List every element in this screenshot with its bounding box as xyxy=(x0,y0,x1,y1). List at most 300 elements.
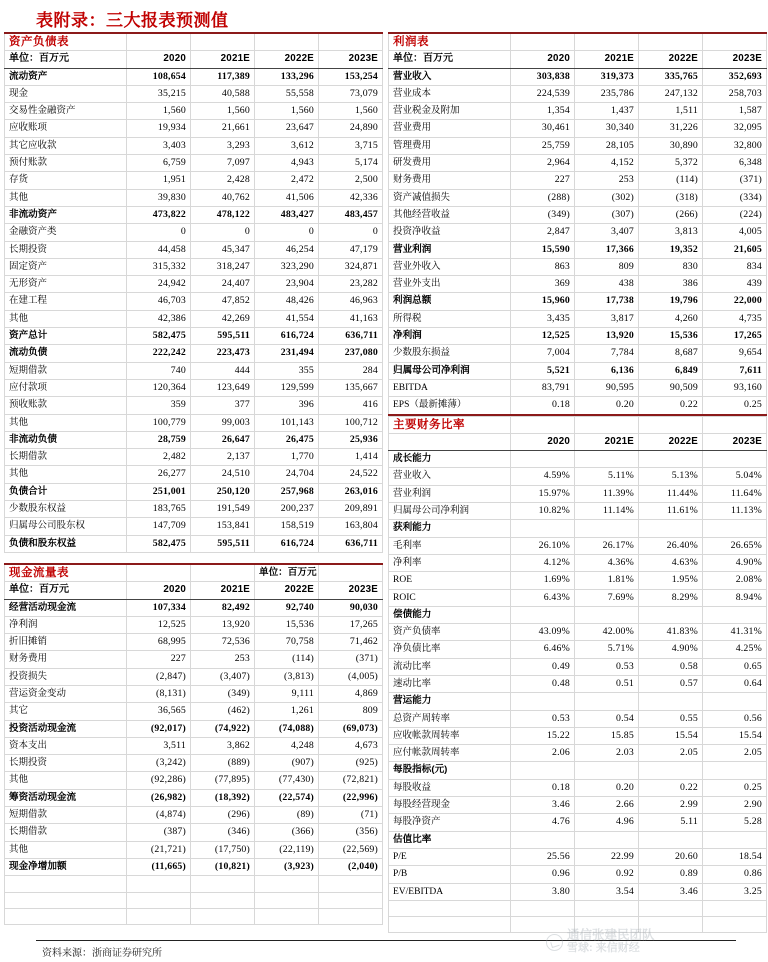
row-label: 无形资产 xyxy=(5,276,127,293)
empty-cell xyxy=(5,876,127,892)
row-value xyxy=(511,520,575,537)
row-value: (2,040) xyxy=(319,858,383,875)
row-value: 4,260 xyxy=(639,310,703,327)
row-value: 369 xyxy=(511,276,575,293)
row-value: 6,759 xyxy=(127,155,191,172)
empty-cell xyxy=(639,33,703,51)
row-value: 284 xyxy=(319,362,383,379)
row-value: 237,080 xyxy=(319,345,383,362)
row-value: 2,137 xyxy=(191,449,255,466)
row-value: 438 xyxy=(575,276,639,293)
row-value: 0.18 xyxy=(511,779,575,796)
row-value: 0.20 xyxy=(575,779,639,796)
row-label: 应付帐款周转率 xyxy=(389,745,511,762)
row-value: 26.40% xyxy=(639,537,703,554)
row-value: 830 xyxy=(639,258,703,275)
row-label: 营业利润 xyxy=(389,241,511,258)
row-value: 0.53 xyxy=(511,710,575,727)
row-label: 净利润 xyxy=(389,328,511,345)
row-value: 90,030 xyxy=(319,599,383,616)
row-value: 8.94% xyxy=(703,589,767,606)
empty-cell xyxy=(255,33,319,51)
table-row xyxy=(5,85,383,102)
row-value: 3.80 xyxy=(511,883,575,900)
table-row xyxy=(5,328,383,345)
row-label: 资产减值损失 xyxy=(389,189,511,206)
row-value: 4,673 xyxy=(319,737,383,754)
row-value: 0.55 xyxy=(639,710,703,727)
row-value: 82,492 xyxy=(191,599,255,616)
row-value: 5,372 xyxy=(639,155,703,172)
table-row xyxy=(5,501,383,518)
row-label: 营业费用 xyxy=(389,120,511,137)
row-label: 速动比率 xyxy=(389,675,511,692)
empty-cell xyxy=(703,917,767,933)
row-value: 444 xyxy=(191,362,255,379)
column-header-2023e: 2023E xyxy=(703,433,767,450)
row-value: 0.25 xyxy=(703,779,767,796)
row-label: 总资产周转率 xyxy=(389,710,511,727)
row-value: 23,282 xyxy=(319,276,383,293)
row-value: (4,874) xyxy=(127,807,191,824)
row-value: (366) xyxy=(255,824,319,841)
row-value: 26,475 xyxy=(255,431,319,448)
row-value: 47,852 xyxy=(191,293,255,310)
row-value: 41,163 xyxy=(319,310,383,327)
table-row xyxy=(389,745,767,762)
table-row xyxy=(5,668,383,685)
row-label: 流动资产 xyxy=(5,68,127,85)
table-row xyxy=(389,120,767,137)
table-row xyxy=(389,155,767,172)
row-value: 31,226 xyxy=(639,120,703,137)
empty-cell xyxy=(319,33,383,51)
balance-sheet-title-row xyxy=(5,33,383,51)
row-label: 净利润 xyxy=(5,616,127,633)
row-value: (69,073) xyxy=(319,720,383,737)
row-value: (89) xyxy=(255,807,319,824)
row-value: 8.29% xyxy=(639,589,703,606)
row-value xyxy=(639,762,703,779)
row-value: (302) xyxy=(575,189,639,206)
row-value: 0 xyxy=(191,224,255,241)
row-value: 324,871 xyxy=(319,258,383,275)
row-value: 32,800 xyxy=(703,137,767,154)
row-value: (114) xyxy=(255,651,319,668)
row-value: 0.18 xyxy=(511,397,575,415)
source-divider xyxy=(36,940,736,941)
empty-cell xyxy=(639,900,703,916)
row-label: P/B xyxy=(389,866,511,883)
table-row xyxy=(5,651,383,668)
row-value: 4.96 xyxy=(575,814,639,831)
row-label: 归属母公司净利润 xyxy=(389,503,511,520)
balance-sheet-body xyxy=(5,68,383,552)
row-value: 42,386 xyxy=(127,310,191,327)
table-row xyxy=(389,727,767,744)
row-value: 1,560 xyxy=(127,103,191,120)
table-row xyxy=(389,397,767,415)
row-value: 2,847 xyxy=(511,224,575,241)
row-value: 1,560 xyxy=(255,103,319,120)
watermark-line-2: 雪球: 来信财经 xyxy=(567,942,640,954)
table-row xyxy=(389,241,767,258)
row-value: 15,536 xyxy=(639,328,703,345)
row-value: 4.76 xyxy=(511,814,575,831)
row-value: 200,237 xyxy=(255,501,319,518)
row-value: 40,588 xyxy=(191,85,255,102)
row-value: 0.96 xyxy=(511,866,575,883)
table-row xyxy=(5,755,383,772)
row-value: 83,791 xyxy=(511,379,575,396)
income-statement-title: 利润表 xyxy=(389,33,511,51)
row-label: 财务费用 xyxy=(389,172,511,189)
row-value: 19,934 xyxy=(127,120,191,137)
row-value: 11.64% xyxy=(703,485,767,502)
table-row xyxy=(389,485,767,502)
row-value: 3,407 xyxy=(575,224,639,241)
row-label: 应收帐款周转率 xyxy=(389,727,511,744)
table-row xyxy=(5,807,383,824)
row-value: 1.81% xyxy=(575,572,639,589)
row-value: 2,500 xyxy=(319,172,383,189)
row-label: 其它应收款 xyxy=(5,137,127,154)
row-value: 92,740 xyxy=(255,599,319,616)
row-value: 1,770 xyxy=(255,449,319,466)
row-value xyxy=(703,831,767,848)
table-row xyxy=(389,641,767,658)
row-label: 非流动资产 xyxy=(5,206,127,223)
row-value: 3,817 xyxy=(575,310,639,327)
row-value xyxy=(703,606,767,623)
table-row xyxy=(389,606,767,623)
table-row xyxy=(389,814,767,831)
row-label: 长期投资 xyxy=(5,755,127,772)
table-row xyxy=(389,345,767,362)
row-value: 43.09% xyxy=(511,624,575,641)
empty-cell xyxy=(127,564,191,582)
row-value: 93,160 xyxy=(703,379,767,396)
row-value: 478,122 xyxy=(191,206,255,223)
row-value: 11.14% xyxy=(575,503,639,520)
empty-cell xyxy=(191,876,255,892)
row-value: 3,612 xyxy=(255,137,319,154)
row-label: 营业外收入 xyxy=(389,258,511,275)
row-value: 1,414 xyxy=(319,449,383,466)
column-header-2020: 2020 xyxy=(127,582,191,599)
empty-cell xyxy=(703,416,767,433)
row-label: 流动负债 xyxy=(5,345,127,362)
table-row xyxy=(5,703,383,720)
row-value: 35,215 xyxy=(127,85,191,102)
table-row xyxy=(389,572,767,589)
row-value: 3.54 xyxy=(575,883,639,900)
row-value: 636,711 xyxy=(319,535,383,552)
column-header-2022e: 2022E xyxy=(639,433,703,450)
row-value: 4,248 xyxy=(255,737,319,754)
table-row xyxy=(389,797,767,814)
row-value: 4.63% xyxy=(639,554,703,571)
row-value: 39,830 xyxy=(127,189,191,206)
row-value: 17,366 xyxy=(575,241,639,258)
row-value: 70,758 xyxy=(255,634,319,651)
row-value xyxy=(511,831,575,848)
row-label: 其他经营收益 xyxy=(389,206,511,223)
row-value: 7.69% xyxy=(575,589,639,606)
row-value: 18.54 xyxy=(703,848,767,865)
row-value: (74,088) xyxy=(255,720,319,737)
row-value: 3,403 xyxy=(127,137,191,154)
row-value: 12,525 xyxy=(511,328,575,345)
row-value: 263,016 xyxy=(319,483,383,500)
table-row xyxy=(5,155,383,172)
empty-cell xyxy=(319,564,383,582)
table-row xyxy=(5,137,383,154)
row-value xyxy=(575,762,639,779)
row-value: 129,599 xyxy=(255,379,319,396)
row-value: 120,364 xyxy=(127,379,191,396)
row-value xyxy=(511,693,575,710)
row-value: 15.97% xyxy=(511,485,575,502)
row-value: 108,654 xyxy=(127,68,191,85)
row-label: 存货 xyxy=(5,172,127,189)
table-row xyxy=(5,772,383,789)
empty-cell xyxy=(511,917,575,933)
row-value: (92,286) xyxy=(127,772,191,789)
table-row xyxy=(5,379,383,396)
row-value: 46,703 xyxy=(127,293,191,310)
source-note: 资料来源：浙商证券研究所 xyxy=(42,948,162,959)
row-value: 352,693 xyxy=(703,68,767,85)
row-label: 每股指标(元) xyxy=(389,762,511,779)
row-value: 616,724 xyxy=(255,535,319,552)
table-row xyxy=(5,616,383,633)
row-value: 3.46 xyxy=(511,797,575,814)
table-row xyxy=(389,710,767,727)
row-value: 41,554 xyxy=(255,310,319,327)
table-row xyxy=(389,137,767,154)
table-row xyxy=(5,276,383,293)
row-value: 8,687 xyxy=(639,345,703,362)
row-value: 247,132 xyxy=(639,85,703,102)
row-value: 5,521 xyxy=(511,362,575,379)
table-row xyxy=(389,848,767,865)
row-value: 4.12% xyxy=(511,554,575,571)
row-value: 1,354 xyxy=(511,103,575,120)
row-value: 319,373 xyxy=(575,68,639,85)
row-value: 2.06 xyxy=(511,745,575,762)
row-value xyxy=(639,693,703,710)
row-value: 46,254 xyxy=(255,241,319,258)
empty-cell xyxy=(319,892,383,908)
row-label: 长期投资 xyxy=(5,241,127,258)
table-row xyxy=(389,866,767,883)
row-value: (371) xyxy=(319,651,383,668)
row-value: 0.49 xyxy=(511,658,575,675)
row-value: 4,152 xyxy=(575,155,639,172)
row-value: 40,762 xyxy=(191,189,255,206)
balance-sheet-table xyxy=(4,32,383,553)
row-value: (371) xyxy=(703,172,767,189)
row-label: 每股收益 xyxy=(389,779,511,796)
row-value: 13,920 xyxy=(575,328,639,345)
table-row xyxy=(5,414,383,431)
row-value: 355 xyxy=(255,362,319,379)
table-row xyxy=(389,624,767,641)
table-row xyxy=(389,362,767,379)
row-value: 4,869 xyxy=(319,685,383,702)
row-label: 流动比率 xyxy=(389,658,511,675)
row-label: P/E xyxy=(389,848,511,865)
row-value: 6.43% xyxy=(511,589,575,606)
income-statement-title-row xyxy=(389,33,767,51)
row-label: 净负债比率 xyxy=(389,641,511,658)
row-value: 1.69% xyxy=(511,572,575,589)
table-row xyxy=(5,535,383,552)
row-value: 223,473 xyxy=(191,345,255,362)
table-row xyxy=(5,824,383,841)
row-value: 135,667 xyxy=(319,379,383,396)
row-label: 固定资产 xyxy=(5,258,127,275)
row-label: 营业收入 xyxy=(389,68,511,85)
column-header-2023e: 2023E xyxy=(703,51,767,68)
row-label: 研发费用 xyxy=(389,155,511,172)
row-value: 740 xyxy=(127,362,191,379)
balance-sheet-header-row xyxy=(5,51,383,68)
row-label: 估值比率 xyxy=(389,831,511,848)
row-value: 15.85 xyxy=(575,727,639,744)
row-value: 0.58 xyxy=(639,658,703,675)
row-value xyxy=(511,451,575,468)
row-label: EBITDA xyxy=(389,379,511,396)
row-label: 成长能力 xyxy=(389,451,511,468)
row-value xyxy=(639,520,703,537)
table-row xyxy=(5,189,383,206)
row-value: 0.48 xyxy=(511,675,575,692)
row-value: 7,097 xyxy=(191,155,255,172)
row-value: 323,290 xyxy=(255,258,319,275)
row-label: 管理费用 xyxy=(389,137,511,154)
row-value: 46,963 xyxy=(319,293,383,310)
row-value: 2,472 xyxy=(255,172,319,189)
empty-cell xyxy=(511,900,575,916)
row-label: 少数股东权益 xyxy=(5,501,127,518)
row-value: (18,392) xyxy=(191,789,255,806)
row-value: (349) xyxy=(511,206,575,223)
row-value: 25,759 xyxy=(511,137,575,154)
table-row xyxy=(5,518,383,535)
row-value: 24,510 xyxy=(191,466,255,483)
row-label: 财务费用 xyxy=(5,651,127,668)
row-label: 少数股东损益 xyxy=(389,345,511,362)
table-row xyxy=(389,68,767,85)
blank-row xyxy=(5,876,383,892)
row-label: 利润总额 xyxy=(389,293,511,310)
row-value: 5.28 xyxy=(703,814,767,831)
row-label: 投资活动现金流 xyxy=(5,720,127,737)
row-value: 191,549 xyxy=(191,501,255,518)
row-value: 5.13% xyxy=(639,468,703,485)
empty-cell xyxy=(639,416,703,433)
row-value: (26,982) xyxy=(127,789,191,806)
row-value: (318) xyxy=(639,189,703,206)
row-value: 227 xyxy=(511,172,575,189)
table-row xyxy=(5,310,383,327)
row-value: (296) xyxy=(191,807,255,824)
row-value: 15.54 xyxy=(639,727,703,744)
row-label: 营业外支出 xyxy=(389,276,511,293)
row-value: (74,922) xyxy=(191,720,255,737)
row-value xyxy=(703,693,767,710)
row-value: (288) xyxy=(511,189,575,206)
empty-cell xyxy=(511,33,575,51)
row-value: 36,565 xyxy=(127,703,191,720)
income-statement-header-row xyxy=(389,51,767,68)
table-row xyxy=(389,537,767,554)
row-value xyxy=(703,451,767,468)
row-value: (92,017) xyxy=(127,720,191,737)
row-value: 11.39% xyxy=(575,485,639,502)
row-value: (3,242) xyxy=(127,755,191,772)
row-value: 0.53 xyxy=(575,658,639,675)
row-value: 582,475 xyxy=(127,535,191,552)
row-value: 318,247 xyxy=(191,258,255,275)
row-value: 42.00% xyxy=(575,624,639,641)
table-row xyxy=(389,658,767,675)
empty-cell xyxy=(191,564,255,582)
row-value: 41.83% xyxy=(639,624,703,641)
row-value: 4,735 xyxy=(703,310,767,327)
row-value: 4.36% xyxy=(575,554,639,571)
row-label: 金融资产类 xyxy=(5,224,127,241)
row-value: 183,765 xyxy=(127,501,191,518)
key-ratios-table xyxy=(388,416,767,934)
row-label: 其它 xyxy=(5,703,127,720)
row-value: 257,968 xyxy=(255,483,319,500)
row-value: 22.99 xyxy=(575,848,639,865)
row-label: 资本支出 xyxy=(5,737,127,754)
row-value: (22,569) xyxy=(319,841,383,858)
row-value: 32,095 xyxy=(703,120,767,137)
row-value: 0.25 xyxy=(703,397,767,415)
row-value: 15,590 xyxy=(511,241,575,258)
row-value: 2.08% xyxy=(703,572,767,589)
row-label: 营业成本 xyxy=(389,85,511,102)
row-label: 营运资金变动 xyxy=(5,685,127,702)
row-value: 24,407 xyxy=(191,276,255,293)
row-value: 6.46% xyxy=(511,641,575,658)
row-label: 折旧摊销 xyxy=(5,634,127,651)
row-value: (77,895) xyxy=(191,772,255,789)
row-value: 0.54 xyxy=(575,710,639,727)
row-label: 负债合计 xyxy=(5,483,127,500)
row-value: 2.03 xyxy=(575,745,639,762)
row-label: 短期借款 xyxy=(5,362,127,379)
income-statement-body xyxy=(389,68,767,414)
row-value: 15.22 xyxy=(511,727,575,744)
table-row xyxy=(5,345,383,362)
row-value: 359 xyxy=(127,397,191,414)
table-row xyxy=(389,520,767,537)
row-label: 负债和股东权益 xyxy=(5,535,127,552)
section-spacer xyxy=(4,553,382,563)
row-label: 归属母公司净利润 xyxy=(389,362,511,379)
table-row xyxy=(5,68,383,85)
empty-cell xyxy=(127,892,191,908)
key-ratios-title-row xyxy=(389,416,767,433)
row-value: 7,611 xyxy=(703,362,767,379)
table-row xyxy=(5,224,383,241)
